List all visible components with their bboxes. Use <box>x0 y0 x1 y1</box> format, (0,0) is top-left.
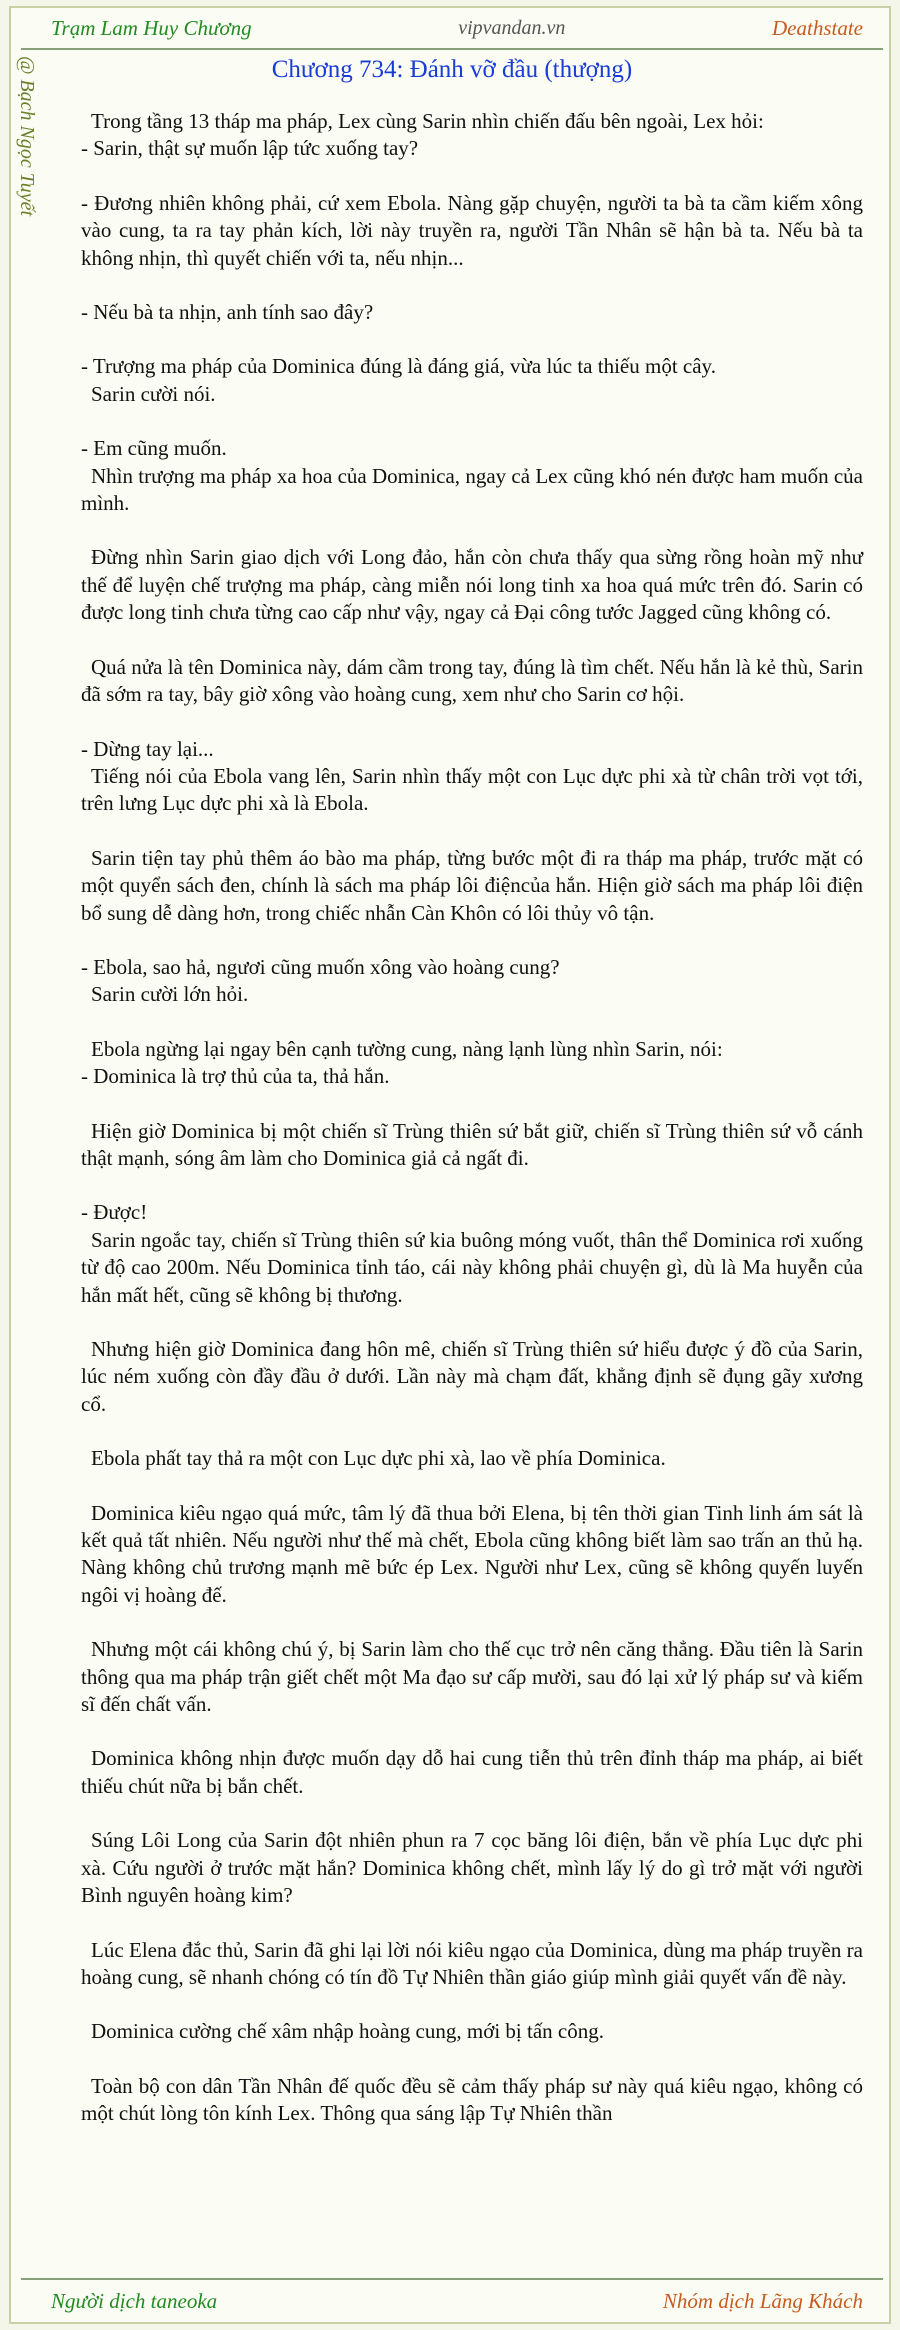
paragraph-spacer <box>81 1910 863 1937</box>
paragraph-spacer <box>81 1009 863 1036</box>
paragraph-spacer <box>81 408 863 435</box>
paragraph-spacer <box>81 1609 863 1636</box>
paragraph-spacer <box>81 1718 863 1745</box>
paragraph: - Sarin, thật sự muốn lập tức xuống tay? <box>81 136 419 161</box>
paragraph: Quá nửa là tên Dominica này, dám cầm trong tay, đúng là tìm chết. Nếu hắn là kẻ thù, Sarin đã sớm ra tay, bây giờ xông vào hoàng cung, xem như cho Sarin cơ hội. <box>81 654 863 707</box>
paragraph-spacer <box>81 1172 863 1199</box>
paragraph: Tiếng nói của Ebola vang lên, Sarin nhìn thấy một con Lục dực phi xà từ chân trời vọt tới, trên lưng Lục dực phi xà là Ebola. <box>81 763 863 816</box>
paragraph-spacer <box>81 818 863 845</box>
paragraph: Nhưng hiện giờ Dominica đang hôn mê, chiến sĩ Trùng thiên sứ hiểu được ý đồ của Sarin, lúc ném xuống còn đầy đầu ở dưới. Lần này mà chạm đất, khẳng định sẽ đụng gãy xương cổ. <box>81 1337 863 1416</box>
paragraph: Sarin cười lớn hỏi. <box>91 982 249 1007</box>
paragraph-spacer <box>81 1800 863 1827</box>
footer-translator: Người dịch taneoka <box>51 2288 218 2313</box>
paragraph: Ebola phất tay thả ra một con Lục dực phi xà, lao về phía Dominica. <box>91 1446 666 1471</box>
paragraph-spacer <box>81 627 863 654</box>
paragraph-spacer <box>81 709 863 736</box>
header-right-text: Deathstate <box>772 15 863 40</box>
paragraph: Dominica không nhịn được muốn dạy dỗ hai cung tiễn thủ trên đỉnh tháp ma pháp, ai biết thiếu chút nữa bị bắn chết. <box>81 1746 863 1798</box>
header-left-text: Trạm Lam Huy Chương <box>51 15 252 40</box>
chapter-body <box>81 108 863 2128</box>
paragraph-spacer <box>81 272 863 299</box>
paragraph: - Em cũng muốn. <box>81 436 227 461</box>
side-watermark <box>11 52 43 292</box>
header-site-link[interactable]: vipvandan.vn <box>458 16 566 39</box>
paragraph-spacer <box>81 326 863 353</box>
paragraph-spacer <box>81 1991 863 2018</box>
paragraph-spacer <box>81 1418 863 1445</box>
paragraph-spacer <box>81 517 863 544</box>
paragraph: Lúc Elena đắc thủ, Sarin đã ghi lại lời nói kiêu ngạo của Dominica, dùng ma pháp truyền ra hoàng cung, sẽ nhanh chóng có tín đồ Tự Nhiên thần giáo giúp mình giải quyết vấn đề này. <box>81 1937 863 1989</box>
paragraph: Ebola ngừng lại ngay bên cạnh tường cung, nàng lạnh lùng nhìn Sarin, nói: <box>91 1036 723 1061</box>
page-footer <box>21 2278 883 2322</box>
paragraph: Toàn bộ con dân Tần Nhân đế quốc đều sẽ cảm thấy pháp sư này quá kiêu ngạo, không có một chút lòng tôn kính Lex. Thông qua sáng lập Tự Nhiên thần <box>81 2073 863 2126</box>
chapter-title: Chương 734: Đánh vỡ đầu (thượng) <box>271 56 633 83</box>
paragraph: Trong tầng 13 tháp ma pháp, Lex cùng Sarin nhìn chiến đấu bên ngoài, Lex hỏi: <box>91 109 764 133</box>
paragraph: Sarin cười nói. <box>91 381 216 406</box>
paragraph: Nhưng một cái không chú ý, bị Sarin làm cho thế cục trở nên căng thẳng. Đầu tiên là Sarin thông qua ma pháp trận giết chết một Ma đạo sư cấp mười, sau đó lại xử lý pháp sư và kiếm sĩ đến chất vấn. <box>81 1637 863 1717</box>
paragraph: Hiện giờ Dominica bị một chiến sĩ Trùng thiên sứ bắt giữ, chiến sĩ Trùng thiên sứ vỗ cánh thật mạnh, sóng âm làm cho Dominica giả cả ngất đi. <box>81 1118 863 1170</box>
paragraph: Dominica cường chế xâm nhập hoàng cung, mới bị tấn công. <box>91 2019 604 2044</box>
paragraph: - Ebola, sao hả, ngươi cũng muốn xông vào hoàng cung? <box>81 954 560 979</box>
paragraph: - Trượng ma pháp của Dominica đúng là đáng giá, vừa lúc ta thiếu một cây. <box>81 354 716 379</box>
paragraph: Đừng nhìn Sarin giao dịch với Long đảo, hắn còn chưa thấy qua sừng rồng hoàn mỹ như thế để luyện chế trượng ma pháp, càng miễn nói long tinh xa hoa quá mức trên đó. Sarin có được long tinh chưa từng cao cấp như vậy, ngay cả Đại công tước Jagged cũng không có. <box>81 545 863 625</box>
paragraph-spacer <box>81 1091 863 1118</box>
footer-group: Nhóm dịch Lãng Khách <box>662 2288 863 2313</box>
paragraph-spacer <box>81 1309 863 1336</box>
paragraph-spacer <box>81 927 863 954</box>
paragraph: - Được! <box>81 1200 148 1225</box>
page-frame <box>9 6 891 2324</box>
page-header <box>21 8 883 50</box>
paragraph: Súng Lôi Long của Sarin đột nhiên phun ra 7 cọc băng lôi điện, bắn về phía Lục dực phi xà. Cứu người ở trước mặt hắn? Dominica không chết, mình lấy lý do gì trở mặt với người Bình nguyên hoàng kim? <box>81 1828 863 1908</box>
paragraph: Sarin tiện tay phủ thêm áo bào ma pháp, từng bước một đi ra tháp ma pháp, trước mặt có một quyển sách đen, chính là sách ma pháp lôi điệncủa hắn. Hiện giờ sách ma pháp lôi điện bổ sung dễ dàng hơn, trong chiếc nhẫn Càn Khôn có lôi thủy vô tận. <box>81 845 863 925</box>
paragraph: - Dừng tay lại... <box>81 736 214 761</box>
paragraph: Sarin ngoắc tay, chiến sĩ Trùng thiên sứ kia buông móng vuốt, thân thể Dominica rơi xuống từ độ cao 200m. Nếu Dominica tỉnh táo, cái này không phải chuyện gì, dù là Ma huyễn của hắn mất hết, cũng sẽ không bị thương. <box>81 1227 863 1307</box>
paragraph: - Dominica là trợ thủ của ta, thả hắn. <box>81 1064 390 1089</box>
paragraph: Nhìn trượng ma pháp xa hoa của Dominica, ngay cả Lex cũng khó nén được ham muốn của mình. <box>81 463 863 516</box>
paragraph-spacer <box>81 2046 863 2073</box>
paragraph: - Nếu bà ta nhịn, anh tính sao đây? <box>81 300 374 325</box>
side-credit-text: @ Bạch Ngọc Tuyết <box>16 56 38 217</box>
paragraph: - Đương nhiên không phải, cứ xem Ebola. Nàng gặp chuyện, người ta bà ta cầm kiếm xông vào cung, ta ra tay phản kích, lời này truyền ra, người Tần Nhân sẽ hận bà ta. Nếu bà ta không nhịn, thì quyết chiến với ta, nếu nhịn... <box>81 190 863 270</box>
paragraph-spacer <box>81 1473 863 1500</box>
paragraph: Dominica kiêu ngạo quá mức, tâm lý đã thua bởi Elena, bị tên thời gian Tinh linh ám sát là kết quả tất nhiên. Nếu người như thế mà chết, Ebola cũng không biết làm sao trấn an thủ hạ. Nàng không chủ trương mạnh mẽ bức ép Lex. Người như Lex, cũng sẽ không quyến luyến ngôi vị hoàng đế. <box>81 1500 863 1607</box>
paragraph-spacer <box>81 163 863 190</box>
